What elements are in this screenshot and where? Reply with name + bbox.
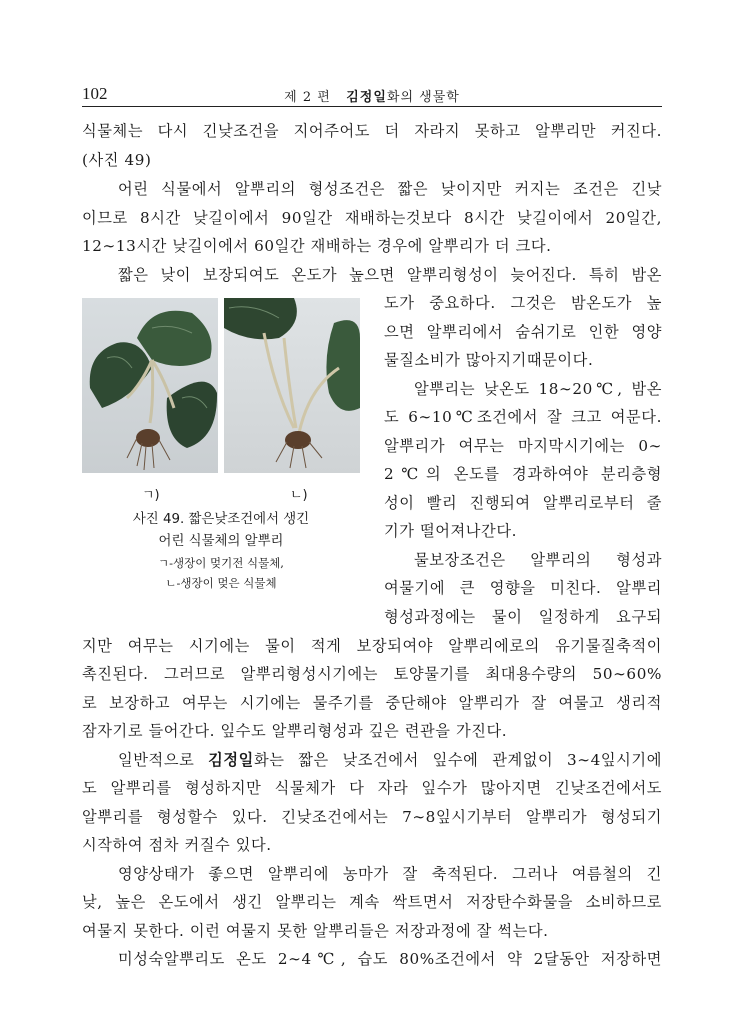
text-line: 식물체는 다시 긴낮조건을 지어주어도 더 자라지 못하고 알뿌리만 커진다. bbox=[82, 122, 662, 140]
title-rest: 화의 생물학 bbox=[386, 90, 460, 105]
text-line: 형성과정에는 물이 일정하게 요구되 bbox=[384, 608, 662, 626]
page-number: 102 bbox=[82, 84, 108, 103]
text-line: 로 보장하고 여무는 시기에는 물주기를 중단해야 알뿌리가 잘 여물고 생리적 bbox=[82, 694, 662, 712]
text-line: 여물기에 큰 영향을 미친다. 알뿌리 bbox=[384, 579, 662, 597]
figure-caption-a: ㄱ-생장이 멎기전 식물체, bbox=[158, 556, 284, 570]
text-line: 지만 여무는 시기에는 물이 적게 보장되여야 알뿌리에로의 유기물질축적이 bbox=[82, 637, 662, 655]
text-line: (사진 49) bbox=[82, 151, 152, 169]
text-line: 기가 떨어져나간다. bbox=[384, 522, 518, 540]
running-title bbox=[82, 86, 662, 105]
text-line bbox=[118, 750, 662, 770]
text-line: 잠자기로 들어간다. 잎수도 알뿌리형성과 깊은 련관을 가진다. bbox=[82, 722, 508, 740]
text-line: 도가 중요하다. 그것은 밤온도가 높 bbox=[384, 294, 662, 312]
text-line: 알뿌리가 여무는 마지막시기에는 0∼ bbox=[384, 437, 662, 455]
text-line: 으면 알뿌리에서 숨쉬기로 인한 영양 bbox=[384, 323, 662, 341]
text-span: 화는 짧은 낮조건에서 잎수에 관계없이 3∼4잎시기에 bbox=[253, 751, 662, 769]
photo-plant-after-growth-stop bbox=[224, 298, 360, 473]
text-line: 짧은 낮이 보장되여도 온도가 높으면 알뿌리형성이 늦어진다. 특히 밤온 bbox=[118, 266, 662, 284]
part-label: 제 2 편 bbox=[284, 90, 331, 105]
text-line: 성이 빨리 진행되여 알뿌리로부터 줄 bbox=[384, 494, 662, 512]
figure-label-b: ㄴ) bbox=[290, 488, 308, 503]
text-line: 2℃의 온도를 경과하여야 분리층형 bbox=[384, 465, 662, 483]
emphasized-name: 김정일 bbox=[208, 751, 254, 769]
text-line: 12∼13시간 낮길이에서 60일간 재배하는 경우에 알뿌리가 더 크다. bbox=[82, 237, 552, 255]
text-span: 일반적으로 bbox=[118, 751, 209, 769]
text-line: 낮, 높은 온도에서 생긴 알뿌리는 계속 싹트면서 저장탄수화물을 소비하므로 bbox=[82, 893, 662, 911]
text-line: 영양상태가 좋으면 알뿌리에 농마가 잘 축적된다. 그러나 여름철의 긴 bbox=[118, 865, 662, 883]
text-line: 미성숙알뿌리도 온도 2∼4℃, 습도 80%조건에서 약 2달동안 저장하면 bbox=[118, 950, 662, 968]
running-header bbox=[82, 84, 662, 107]
figure-caption-title: 사진 49. 짧은낮조건에서 생긴 bbox=[132, 512, 310, 527]
text-line: 알뿌리는 낮온도 18∼20℃, 밤온 bbox=[414, 380, 662, 398]
figure-caption-b: ㄴ-생장이 멎은 식물체 bbox=[165, 576, 277, 590]
figure-caption-subtitle: 어린 식물체의 알뿌리 bbox=[158, 534, 284, 549]
text-line: 도 알뿌리를 형성하지만 식물체가 다 자라 잎수가 많아지면 긴낮조건에서도 bbox=[82, 779, 662, 797]
title-bold: 김정일 bbox=[346, 90, 387, 105]
photo-plant-before-growth-stop bbox=[82, 298, 218, 473]
text-line: 물보장조건은 알뿌리의 형성과 bbox=[414, 551, 662, 569]
text-line: 여물지 못한다. 이런 여물지 못한 알뿌리들은 저장과정에 잘 썩는다. bbox=[82, 922, 549, 940]
text-line: 촉진된다. 그러므로 알뿌리형성시기에는 토양물기를 최대용수량의 50∼60% bbox=[82, 665, 662, 683]
text-line: 도 6∼10℃조건에서 잘 크고 여문다. bbox=[384, 408, 662, 426]
figure-label-a: ㄱ) bbox=[142, 488, 160, 503]
text-line: 알뿌리를 형성할수 있다. 긴낮조건에서는 7∼8잎시기부터 알뿌리가 형성되기 bbox=[82, 808, 662, 826]
text-line: 물질소비가 많아지기때문이다. bbox=[384, 351, 594, 369]
text-line: 이므로 8시간 낮길이에서 90일간 재배하는것보다 8시간 낮길이에서 20일간, bbox=[82, 209, 662, 227]
text-line: 시작하여 점차 커질수 있다. bbox=[82, 836, 272, 854]
text-line: 어린 식물에서 알뿌리의 형성조건은 짧은 낮이지만 커지는 조건은 긴낮 bbox=[118, 180, 662, 198]
photo-figure bbox=[82, 298, 360, 473]
